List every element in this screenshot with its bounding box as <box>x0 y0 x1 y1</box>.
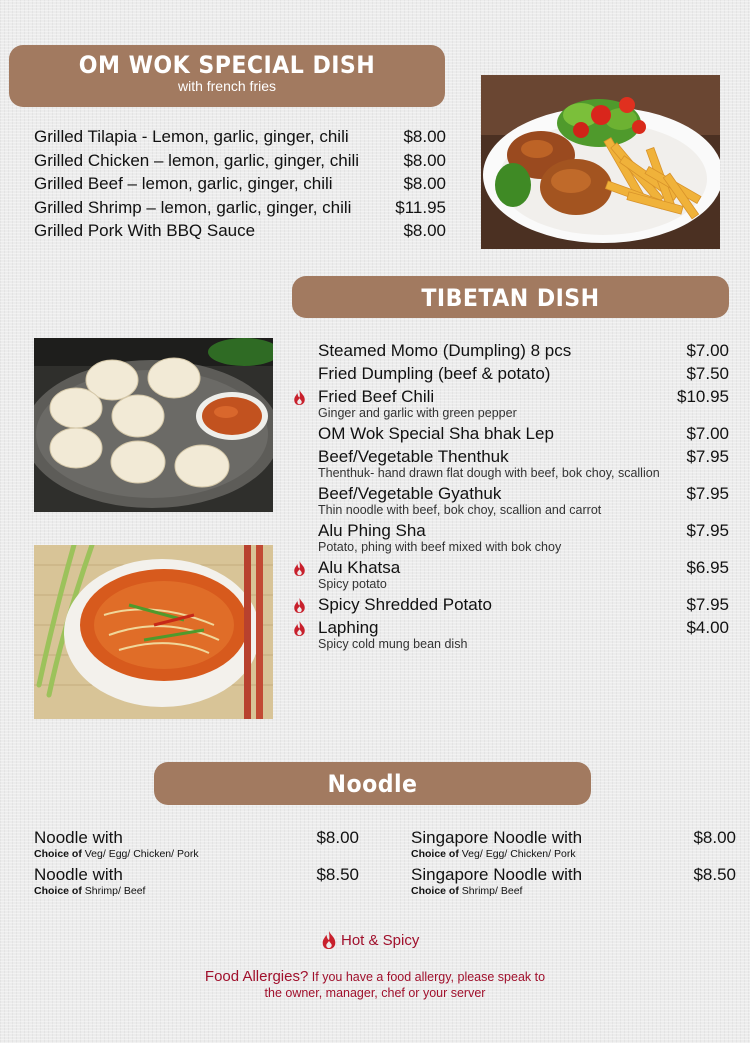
menu-item-price: $8.00 <box>403 127 446 146</box>
menu-item-price: $8.50 <box>316 865 359 884</box>
momo-dumplings-photo <box>34 338 273 512</box>
special-dish-title: OM WOK SPECIAL DISH <box>78 51 376 79</box>
menu-item-price: $7.50 <box>686 364 729 383</box>
special-dish-list <box>34 125 446 243</box>
menu-item-price: $8.50 <box>693 865 736 884</box>
menu-item-name: Grilled Tilapia - Lemon, garlic, ginger, chili <box>34 127 349 146</box>
legend-label: Hot & Spicy <box>341 931 420 949</box>
menu-item <box>292 557 729 592</box>
menu-item-name: Singapore Noodle with <box>411 865 583 884</box>
noodle-banner <box>154 762 591 805</box>
menu-item <box>292 446 729 481</box>
noodle-title: Noodle <box>327 770 418 798</box>
menu-item-name: Beef/Vegetable Gyathuk <box>318 484 502 503</box>
tibetan-dish-list <box>292 340 729 654</box>
menu-item-name: OM Wok Special Sha bhak Lep <box>318 424 554 443</box>
menu-item <box>411 865 736 897</box>
menu-item-name: Grilled Chicken – lemon, garlic, ginger, chili <box>34 150 360 170</box>
menu-item-price: $7.95 <box>686 447 729 466</box>
menu-item <box>292 340 729 362</box>
choice-prefix: Choice of <box>411 885 459 897</box>
choice-prefix: Choice of <box>34 848 82 860</box>
menu-item <box>34 865 359 897</box>
menu-item <box>34 172 446 196</box>
menu-item-price: $8.00 <box>403 150 446 170</box>
menu-item-name: Alu Phing Sha <box>318 521 426 540</box>
flame-icon <box>292 560 307 577</box>
menu-item-price: $6.95 <box>686 558 729 577</box>
menu-item-name: Noodle with <box>34 865 123 884</box>
menu-item <box>34 828 359 860</box>
menu-item <box>34 125 446 149</box>
menu-item-name: Grilled Beef – lemon, garlic, ginger, chili <box>34 174 333 193</box>
menu-item-choices <box>34 885 359 897</box>
menu-item-name: Grilled Pork With BBQ Sauce <box>34 221 256 240</box>
flame-icon <box>292 620 307 637</box>
menu-item-description: Ginger and garlic with green pepper <box>318 406 517 420</box>
menu-item-price: $8.00 <box>403 221 446 240</box>
menu-item-name: Grilled Shrimp – lemon, garlic, ginger, chili <box>34 197 352 217</box>
menu-item-name: Steamed Momo (Dumpling) 8 pcs <box>318 341 572 360</box>
menu-item <box>292 423 729 445</box>
choice-prefix: Choice of <box>411 848 459 860</box>
special-dish-banner <box>9 45 445 107</box>
menu-item-name: Alu Khatsa <box>318 558 401 577</box>
choice-options: Shrimp/ Beef <box>458 885 523 897</box>
menu-item-name: Spicy Shredded Potato <box>318 595 492 614</box>
menu-item-price: $4.00 <box>686 618 729 637</box>
allergy-heading: Food Allergies? <box>204 968 309 985</box>
menu-item-price: $8.00 <box>316 828 359 847</box>
choice-options: Veg/ Egg/ Chicken/ Pork <box>81 848 199 860</box>
menu-item-description: Thenthuk- hand drawn flat dough with beef, bok choy, scallion <box>318 466 660 480</box>
choice-options: Veg/ Egg/ Chicken/ Pork <box>458 848 576 860</box>
flame-icon <box>292 597 307 614</box>
menu-item <box>292 520 729 555</box>
menu-item <box>292 483 729 518</box>
menu-item-price: $7.95 <box>686 521 729 540</box>
menu-item <box>292 594 729 616</box>
menu-item-description: Spicy cold mung bean dish <box>318 637 468 651</box>
flame-icon <box>320 930 338 950</box>
menu-item-description: Spicy potato <box>318 577 387 591</box>
menu-item-price: $7.00 <box>686 341 729 360</box>
menu-item-name: Laphing <box>318 618 379 637</box>
tibetan-dish-title: TIBETAN DISH <box>421 284 600 312</box>
menu-item-description: Potato, phing with beef mixed with bok choy <box>318 540 562 554</box>
choice-options: Shrimp/ Beef <box>81 885 146 897</box>
menu-item-name: Fried Dumpling (beef & potato) <box>318 364 551 383</box>
choice-prefix: Choice of <box>34 885 82 897</box>
menu-item <box>292 386 729 421</box>
menu-item-price: $7.00 <box>686 424 729 443</box>
menu-item-price: $7.95 <box>686 595 729 614</box>
menu-item-price: $10.95 <box>677 387 729 406</box>
menu-item <box>292 363 729 385</box>
menu-item-name: Fried Beef Chili <box>318 387 435 406</box>
menu-item <box>34 149 446 173</box>
menu-item-name: Noodle with <box>34 828 123 847</box>
allergy-text-line1: If you have a food allergy, please speak to <box>308 970 546 984</box>
menu-item-price: $8.00 <box>693 828 736 847</box>
menu-item-choices <box>411 848 736 860</box>
menu-item-name: Singapore Noodle with <box>411 828 583 847</box>
tibetan-dish-banner <box>292 276 729 318</box>
menu-item-choices <box>411 885 736 897</box>
menu-item-price: $11.95 <box>395 197 446 217</box>
special-dish-subtitle: with french fries <box>177 78 277 94</box>
noodle-soup-photo <box>34 545 273 719</box>
hot-spicy-legend <box>320 930 419 950</box>
menu-item-price: $7.95 <box>686 484 729 503</box>
grilled-chicken-photo <box>481 75 720 249</box>
menu-item <box>292 617 729 652</box>
menu-item <box>34 219 446 243</box>
flame-icon <box>292 389 307 406</box>
menu-item-description: Thin noodle with beef, bok choy, scallion and carrot <box>318 503 602 517</box>
menu-item <box>34 196 446 220</box>
menu-item-price: $8.00 <box>403 174 446 193</box>
allergy-notice <box>180 968 570 1000</box>
menu-item-choices <box>34 848 359 860</box>
allergy-text-line2: the owner, manager, chef or your server <box>264 986 486 1000</box>
menu-item-name: Beef/Vegetable Thenthuk <box>318 447 509 466</box>
menu-item <box>411 828 736 860</box>
